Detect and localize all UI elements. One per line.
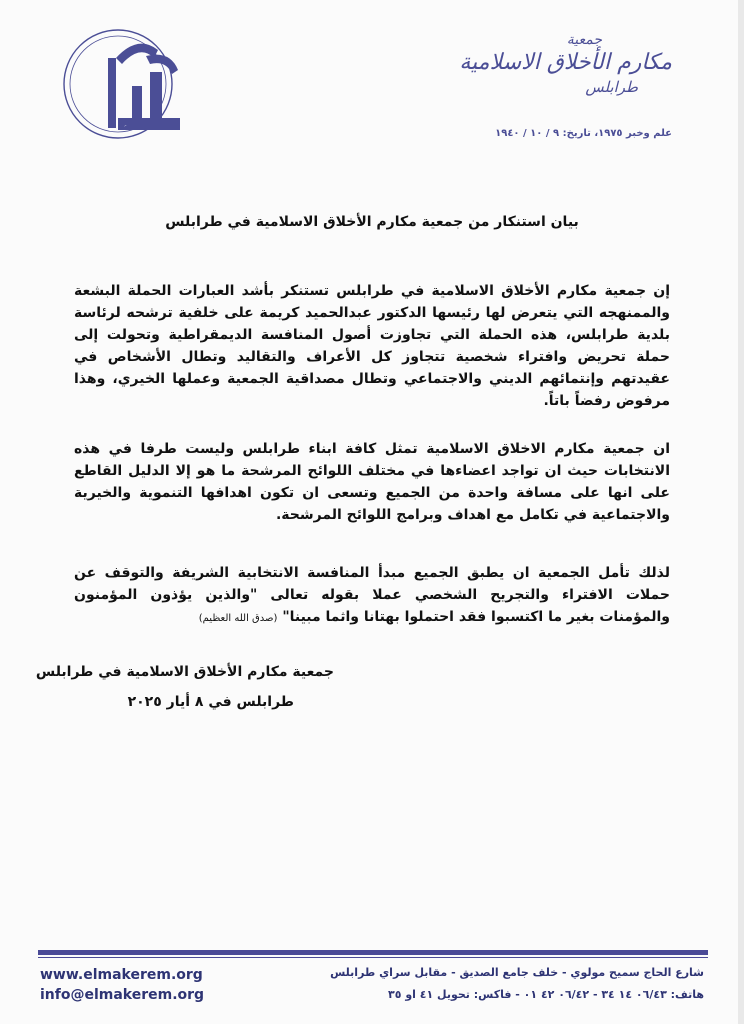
quote-source: (صدق الله العظيم) [198, 613, 278, 624]
paragraph-2: ان جمعية مكارم الاخلاق الاسلامية تمثل كافة ابناء طرابلس وليست طرفا في هذه الانتخابات حيث ان تواجد اعضاءها في مختلف اللوائح المرشحة ما هو إلا الدليل القاطع على انها على مسافة واحدة من الجميع وتسعى ان تكون اهدافها التنموية والخيرية والاجتماعية في تكامل مع اهداف وبرامج اللوائح المرشحة. [74, 441, 670, 523]
email-link[interactable]: info@elmakerem.org [40, 987, 205, 1003]
paragraph-3 [74, 562, 670, 630]
paragraph-1: إن جمعية مكارم الأخلاق الاسلامية في طرابلس تستنكر بأشد العبارات الحملة البشعة والممنهجه التي يتعرض لها رئيسها الدكتور عبدالحميد كريمة على خلفية ترشحه لرئاسة بلدية طرابلس، هذه الحملة التي تجاوزت أصول المنافسة الديمقراطية وتحولت إلى حملة تحريض وافتراء شخصية تتجاوز كل الأعراف والتقاليد وتطال الأشخاص في عقيدتهم وإنتمائهم الديني والاجتماعي وتطال مصداقية الجمعية وعملها الخيري، وهذا مرفوض رفضاً باتاً. [74, 283, 670, 409]
organization-header [372, 32, 672, 96]
logo-text: مكارم [124, 126, 127, 127]
footer-divider-thick [38, 950, 708, 955]
signature-date: طرابلس في ٨ أيار ٢٠٢٥ [127, 694, 294, 710]
page-edge [738, 0, 744, 1024]
footer-phone: هاتف: ٠٦/٤٣ ١٤ ٣٤ - ٠٦/٤٢ ٤٢ ٠١ - فاكس: تحويل ٤١ او ٣٥ [388, 988, 704, 1001]
logo-emblem-icon [54, 28, 194, 148]
website-link[interactable]: www.elmakerem.org [40, 967, 203, 983]
registration-info: علم وخبر ١٩٧٥، تاريخ: ٩ / ١٠ / ١٩٤٠ [495, 128, 672, 139]
organization-logo [54, 28, 194, 148]
footer-divider-thin [38, 957, 708, 958]
org-name: مكارم الأخلاق الاسلامية [459, 50, 672, 75]
signature-organization: جمعية مكارم الأخلاق الاسلامية في طرابلس [35, 664, 334, 680]
org-label-small: جمعية [566, 32, 602, 48]
org-city: طرابلس [585, 78, 638, 96]
footer-address: شارع الحاج سميح مولوي - خلف جامع الصديق - مقابل سراي طرابلس [330, 966, 704, 979]
document-title: بيان استنكار من جمعية مكارم الأخلاق الاسلامية في طرابلس [165, 214, 579, 230]
paragraph-3-text: لذلك تأمل الجمعية ان يطبق الجميع مبدأ المنافسة الانتخابية الشريفة والتوقف عن حملات الافتراء والتجريح الشخصي عملا بقوله تعالى "والذين يؤذون المؤمنون والمؤمنات بغير ما اكتسبوا فقد احتملوا بهتانا واثما مبينا" [74, 565, 670, 625]
